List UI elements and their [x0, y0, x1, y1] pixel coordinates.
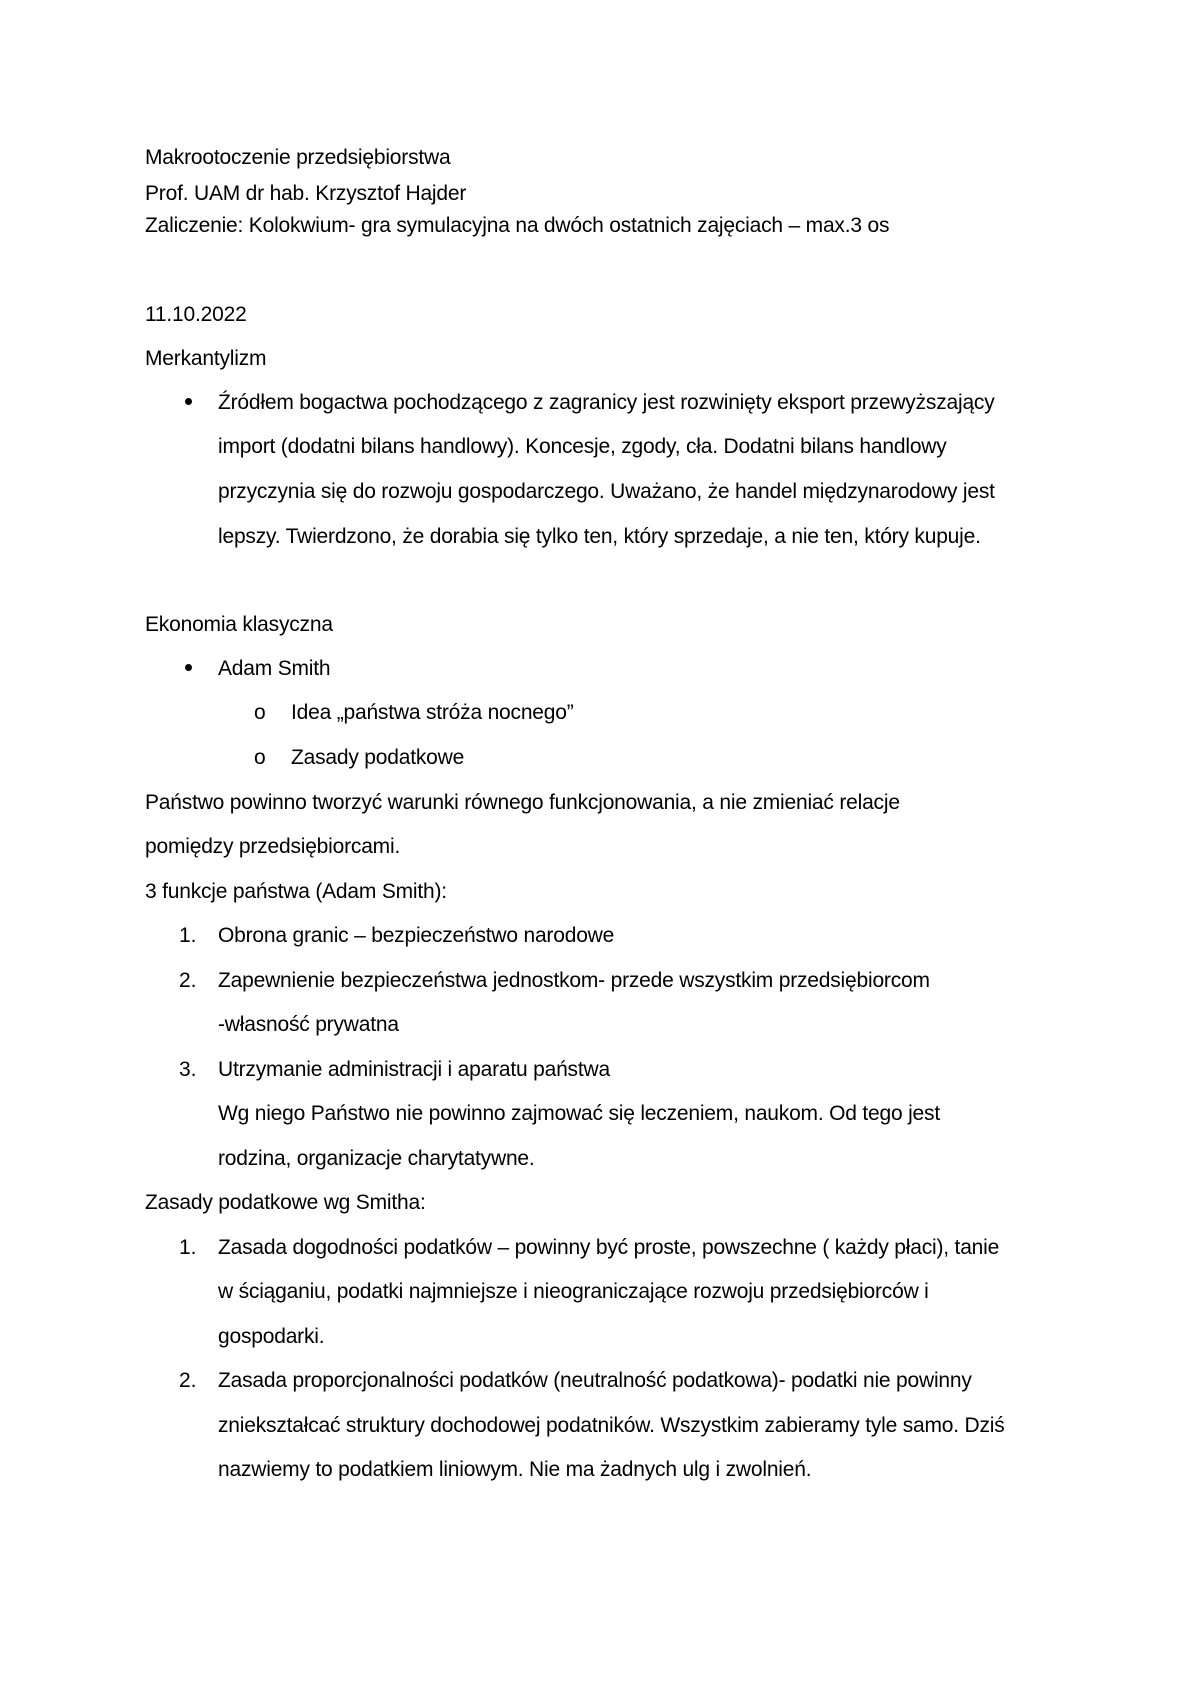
section-heading-mercantilism: Merkantylizm: [145, 347, 267, 370]
paragraph-line-1: Państwo powinno tworzyć warunki równego funkcjonowania, a nie zmieniać relacje: [145, 791, 900, 814]
mercantilism-text-line-4: lepszy. Twierdzono, że dorabia się tylko ten, który sprzedaje, a nie ten, który kupuje.: [218, 525, 981, 548]
function-1-line-1: Obrona granic – bezpieczeństwo narodowe: [218, 924, 615, 947]
list-number: 1.: [179, 1236, 197, 1259]
section-heading-functions: 3 funkcje państwa (Adam Smith):: [145, 880, 447, 903]
sub-bullet-marker: o: [254, 701, 266, 724]
bullet-dot: [185, 664, 192, 671]
document-title: Makrootoczenie przedsiębiorstwa: [145, 146, 451, 169]
section-heading-classical: Ekonomia klasyczna: [145, 613, 333, 636]
sub-item-night-watchman: Idea „państwa stróża nocnego”: [291, 701, 574, 724]
bullet-adam-smith: Adam Smith: [218, 657, 331, 680]
sub-item-tax-rules: Zasady podatkowe: [291, 746, 465, 769]
sub-bullet-marker: o: [254, 746, 266, 769]
grading-line: Zaliczenie: Kolokwium- gra symulacyjna na dwóch ostatnich zajęciach – max.3 os: [145, 214, 890, 237]
tax-rule-1-line-3: gospodarki.: [218, 1325, 325, 1348]
section-heading-tax-rules: Zasady podatkowe wg Smitha:: [145, 1191, 426, 1214]
list-number: 3.: [179, 1058, 197, 1081]
tax-rule-2-line-1: Zasada proporcjonalności podatków (neutralność podatkowa)- podatki nie powinny: [218, 1369, 972, 1392]
paragraph-line-2: pomiędzy przedsiębiorcami.: [145, 835, 401, 858]
mercantilism-text-line-2: import (dodatni bilans handlowy). Koncesje, zgody, cła. Dodatni bilans handlowy: [218, 435, 947, 458]
function-3-line-3: rodzina, organizacje charytatywne.: [218, 1147, 535, 1170]
lecturer-line: Prof. UAM dr hab. Krzysztof Hajder: [145, 182, 467, 205]
mercantilism-text-line-1: Źródłem bogactwa pochodzącego z zagranicy jest rozwinięty eksport przewyższający: [218, 391, 995, 414]
function-2-line-1: Zapewnienie bezpieczeństwa jednostkom- przede wszystkim przedsiębiorcom: [218, 969, 930, 992]
tax-rule-2-line-2: zniekształcać struktury dochodowej podatników. Wszystkim zabieramy tyle samo. Dziś: [218, 1414, 1005, 1437]
tax-rule-1-line-2: w ściąganiu, podatki najmniejsze i nieograniczające rozwoju przedsiębiorców i: [218, 1280, 929, 1303]
tax-rule-2-line-3: nazwiemy to podatkiem liniowym. Nie ma żadnych ulg i zwolnień.: [218, 1458, 812, 1481]
lecture-date: 11.10.2022: [145, 303, 247, 326]
list-number: 2.: [179, 1369, 197, 1392]
function-3-line-1: Utrzymanie administracji i aparatu państwa: [218, 1058, 610, 1081]
list-number: 1.: [179, 924, 197, 947]
function-3-line-2: Wg niego Państwo nie powinno zajmować się leczeniem, naukom. Od tego jest: [218, 1102, 940, 1125]
bullet-dot: [185, 398, 192, 405]
mercantilism-text-line-3: przyczynia się do rozwoju gospodarczego. Uważano, że handel międzynarodowy jest: [218, 480, 995, 503]
function-2-line-2: -własność prywatna: [218, 1013, 399, 1036]
list-number: 2.: [179, 969, 197, 992]
tax-rule-1-line-1: Zasada dogodności podatków – powinny być proste, powszechne ( każdy płaci), tanie: [218, 1236, 1000, 1259]
